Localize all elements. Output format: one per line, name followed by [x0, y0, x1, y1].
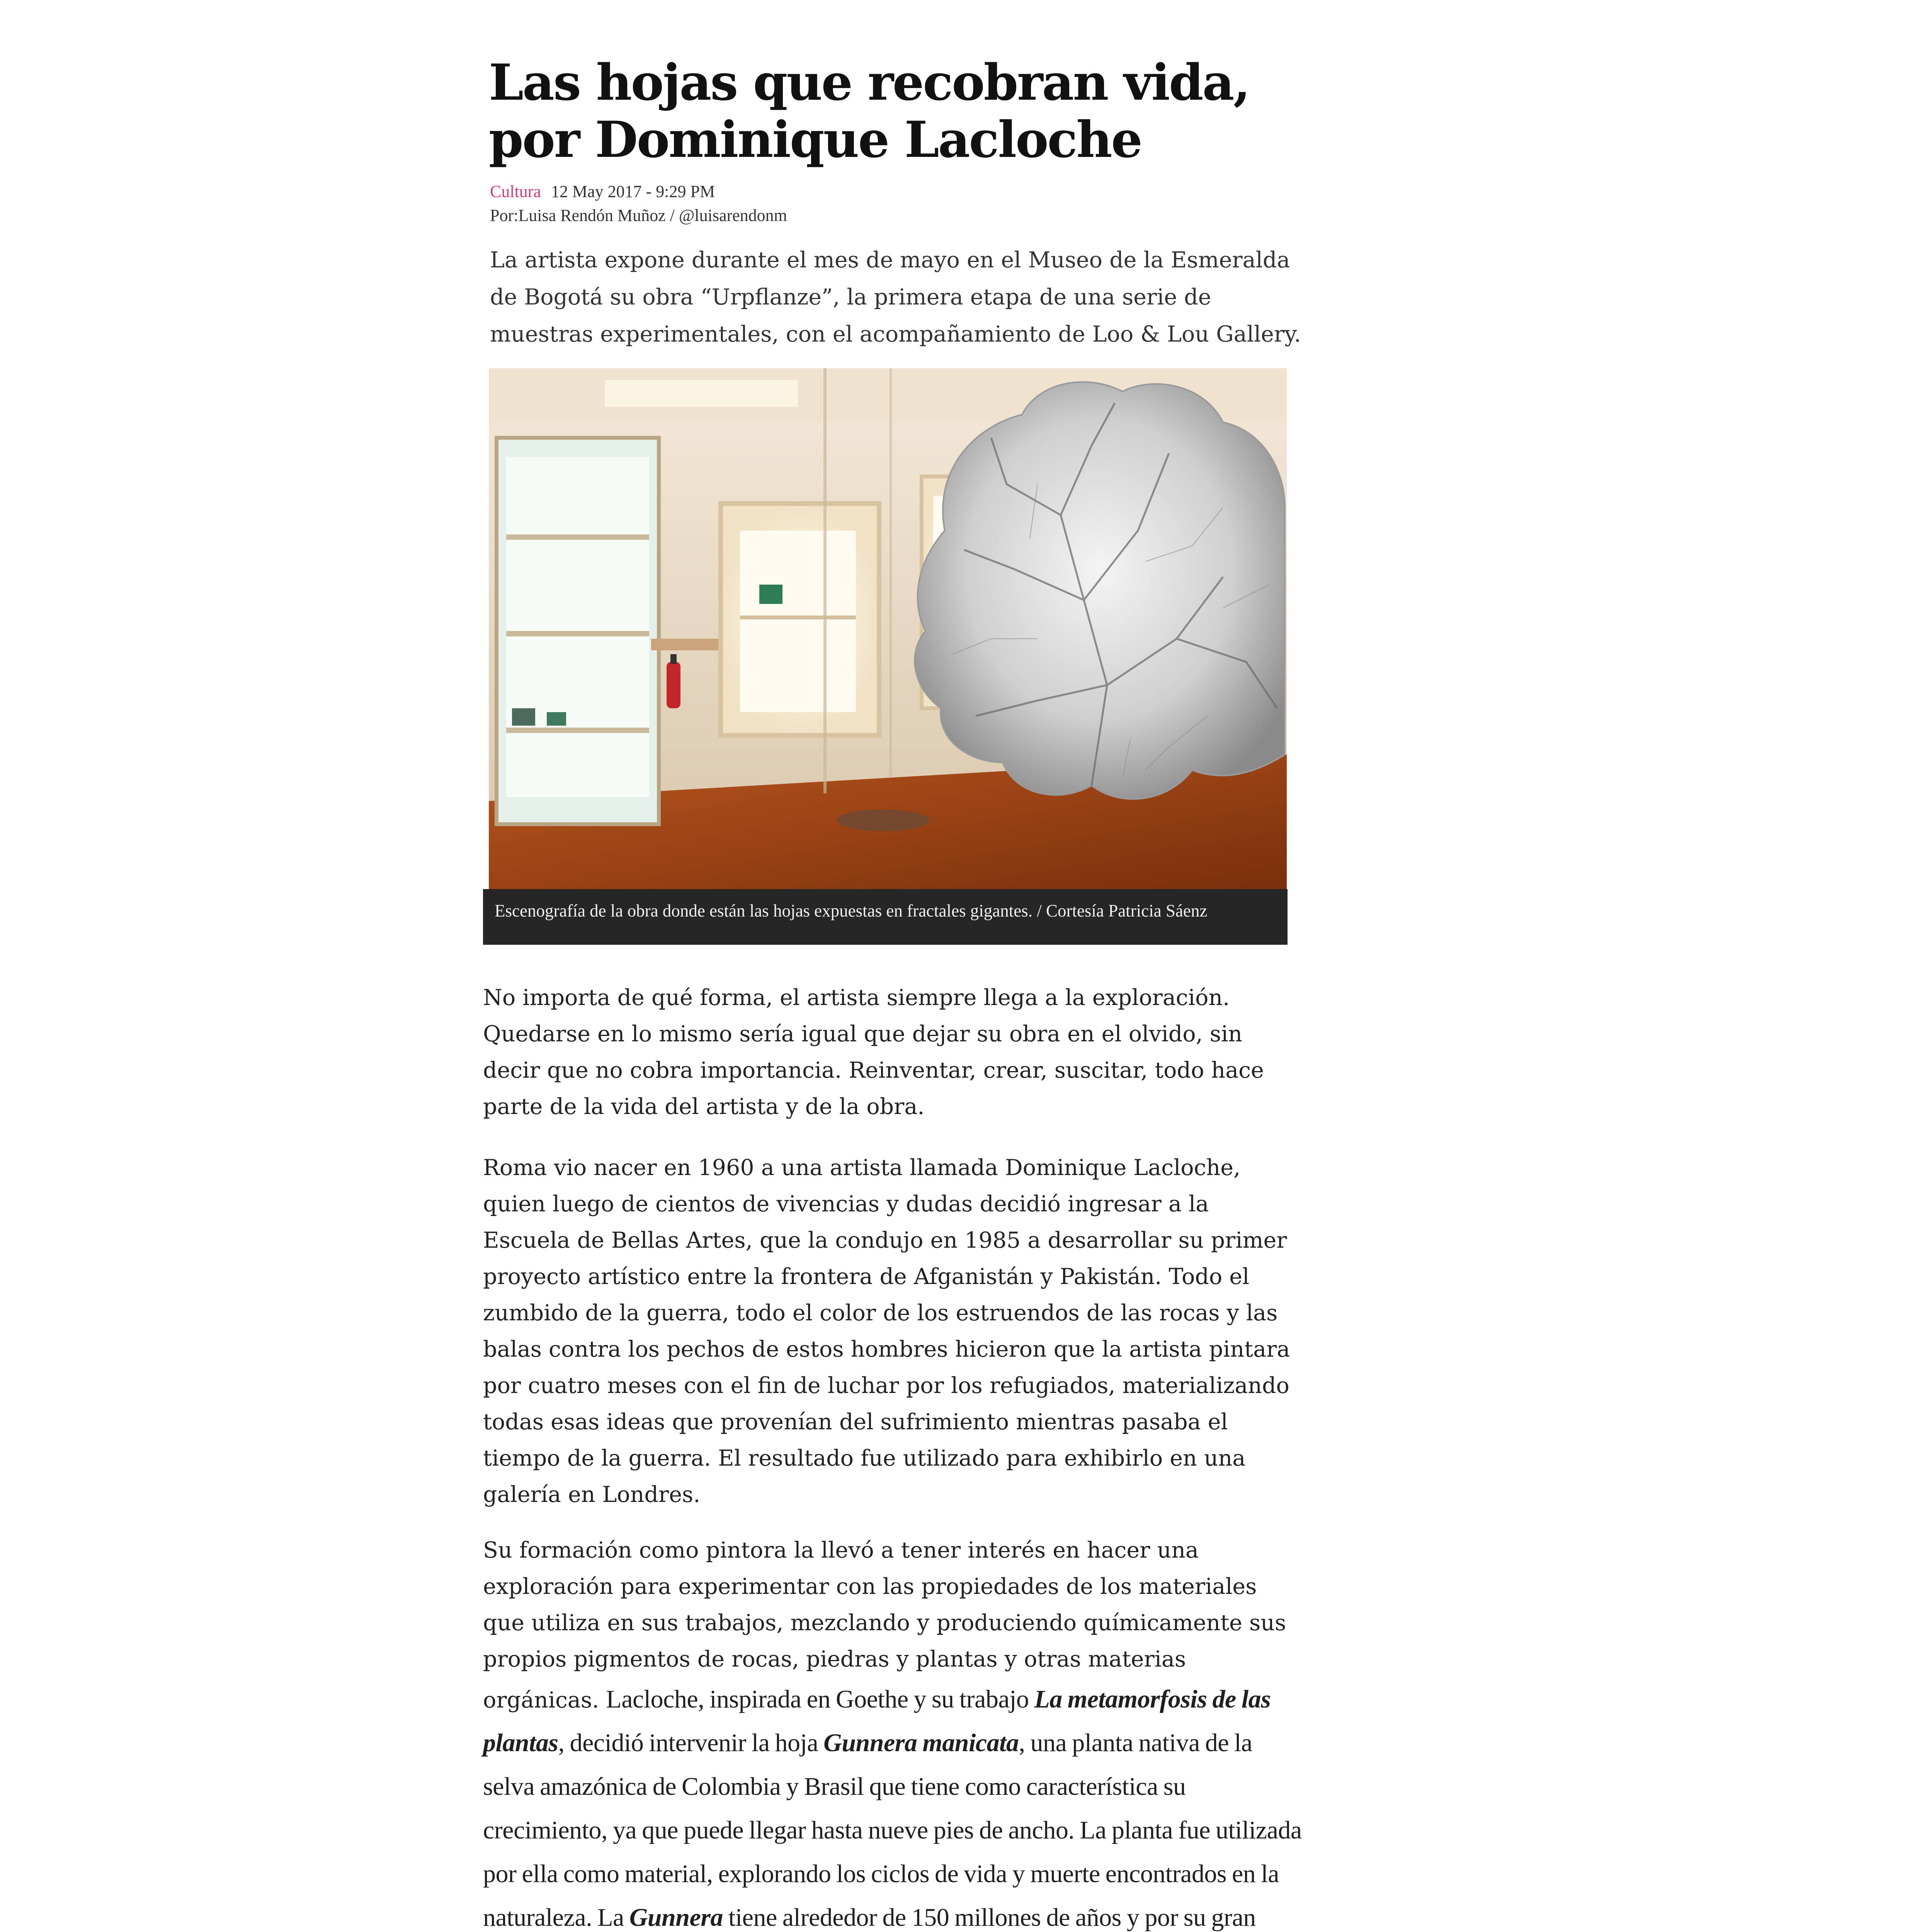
paragraph-3-text-c: , decidió intervenir la hoja [558, 1729, 824, 1757]
paragraph-3-intro: Su formación como pintora la llevó a tener interés en hacer una exploración para experimentar con las propiedades de los materiales que utiliza en sus trabajos, mezclando y produciendo químicamente sus propios pigmentos de rocas, piedras y plantas y otras materias orgánicas. [483, 1537, 1286, 1713]
paragraph-2: Roma vio nacer en 1960 a una artista llamada Dominique Lacloche, quien luego de cientos de vivencias y dudas decidió ingresar a la Escuela de Bellas Artes, que la condujo en 1985 a desarrollar su primer proyecto artístico entre la frontera de Afganistán y Pakistán. Todo el zumbido de la guerra, todo el color de los estruendos de las rocas y las balas contra los pechos de estos hombres hicieron que la artista pintara por cuatro meses con el fin de luchar por los refugiados, materializando todas esas ideas que provenían del sufrimiento mientras pasaba el tiempo de la guerra. El resultado fue utilizado para exhibirlo en una galería en Londres. [483, 1155, 1290, 1507]
article-lead: La artista expone durante el mes de mayo en el Museo de la Esmeralda de Bogotá su obra “Urpflanze”, la primera etapa de una serie de muestras experimentales, con el acompañamiento de Loo & Lou Gallery. [490, 247, 1301, 347]
paragraph-3-text-d: , una planta nativa de la selva amazónica de Colombia y Brasil que tiene como característica su crecimiento, ya que puede llegar hasta nueve pies de ancho. La planta fue utilizada por ella como material, explorando los ciclos de vida y muerte encontrados en la naturaleza. La [483, 1729, 1302, 1932]
section-link[interactable]: Cultura [490, 182, 541, 201]
exhibition-photo [489, 368, 1287, 889]
article-meta [490, 181, 715, 202]
publish-date: 12 May 2017 - 9:29 PM [551, 182, 715, 201]
paragraph-3-text-b: Lacloche, inspirada en Goethe y su trabajo [606, 1685, 1034, 1713]
byline[interactable]: Por:Luisa Rendón Muñoz / @luisarendonm [490, 206, 787, 225]
paragraph-1: No importa de qué forma, el artista siempre llega a la exploración. Quedarse en lo mismo sería igual que dejar su obra en el olvido, sin decir que no cobra importancia. Reinventar, crear, suscitar, todo hace parte de la vida del artista y de la obra. [483, 985, 1264, 1119]
paragraph-3-text-e: tiene alrededor de 150 millones de años y por su gran [728, 1903, 1256, 1932]
paragraph-3 [483, 1532, 1304, 1932]
figure-caption: Escenografía de la obra donde están las hojas expuestas en fractales gigantes. / Cortesía Patricia Sáenz [483, 889, 1288, 945]
paragraph-3-scan [483, 1685, 1302, 1932]
article-title: Las hojas que recobran vida, por Dominique Lacloche [489, 54, 1250, 169]
species-name-gunnera-manicata: Gunnera manicata [823, 1729, 1019, 1757]
exhibition-photo-illustration [489, 368, 1287, 889]
species-name-gunnera: Gunnera [629, 1903, 723, 1932]
work-title-metamorfosis: La metamorfosis de las plantas [483, 1685, 1271, 1757]
